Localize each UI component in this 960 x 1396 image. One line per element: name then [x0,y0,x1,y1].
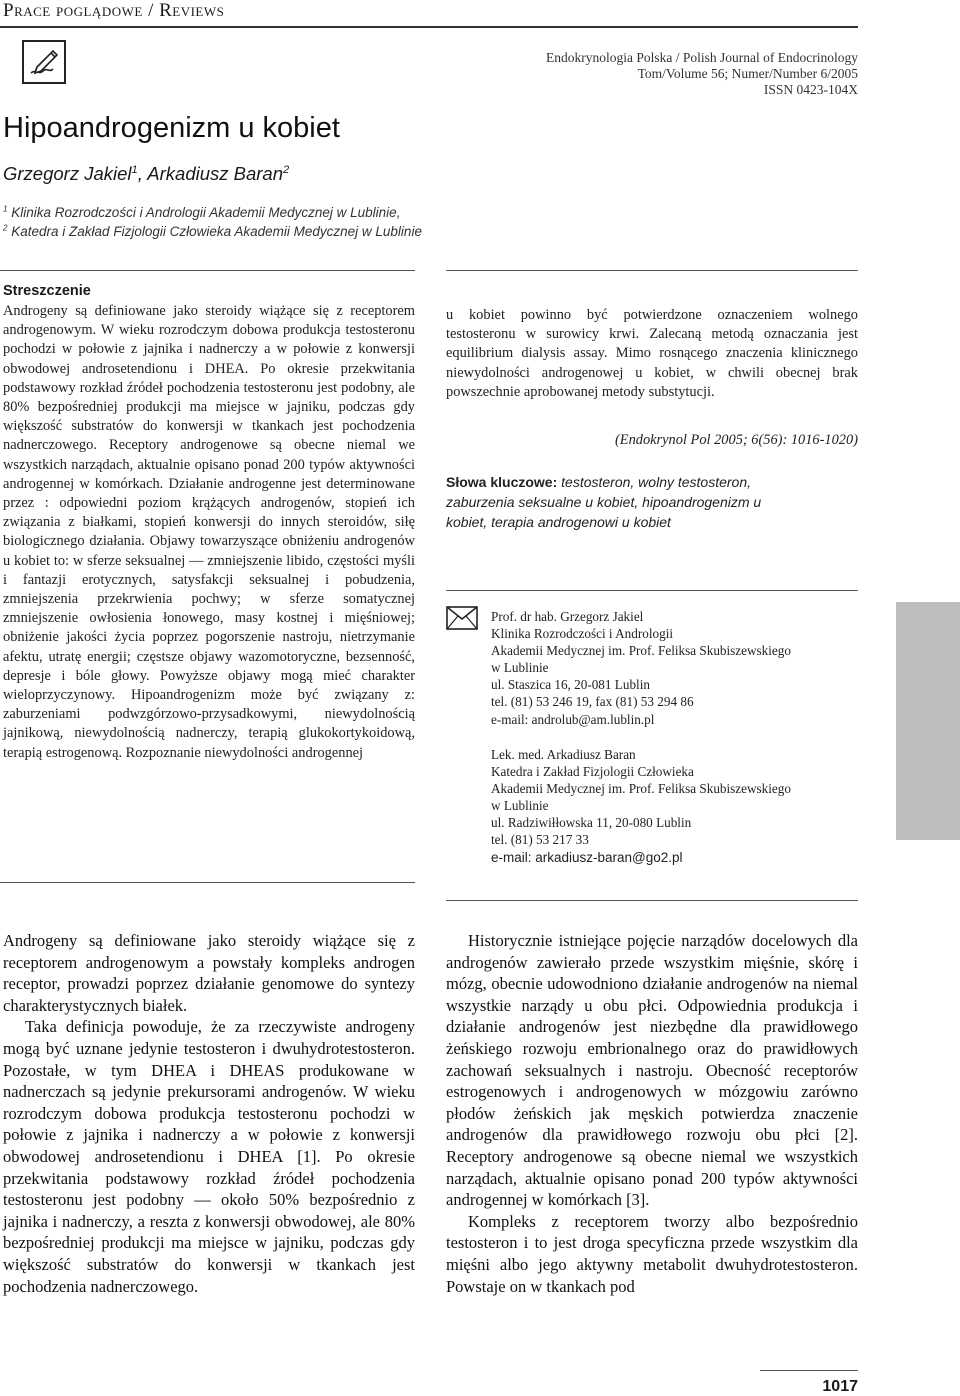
authors [3,163,289,185]
author-affil-mark: 1 [131,163,138,176]
contact-line: Katedra i Zakład Fizjologii Człowieka [491,764,694,780]
section-label-en: Reviews [159,0,225,21]
body-paragraph: Kompleks z receptorem tworzy albo bezpośrednio testosteron i to jest droga specyficzna przede wszystkim dla mięśni albo jego aktywny metabolit dwuhydrotestosteron. Powstaje on w tkankach pod [446,1211,858,1296]
side-tab-marker [896,602,960,840]
keywords-list: testosteron, wolny testosteron, zaburzenia seksualne u kobiet, hipoandrogenizm u kobiet, terapia androgenowi u kobiet [446,474,762,530]
header-rule [0,26,858,28]
body-rule-left [0,882,415,883]
contact-line: Akademii Medycznej im. Prof. Feliksa Skubiszewskiego [491,643,791,659]
affiliation-mark: 2 [3,223,8,233]
article-title: Hipoandrogenizm u kobiet [3,112,340,144]
footer-rule [760,1370,858,1371]
contact-line: w Lublinie [491,798,549,814]
body-rule-right [446,900,858,901]
abstract-heading: Streszczenie [3,283,91,299]
section-label-separator: / [142,0,160,21]
abstract-text-right: u kobiet powinno być potwierdzone oznaczeniem wolnego testosteronu w surowicy krwi. Zalecaną metodą oznaczania jest equilibrium dialysis assay. Mimo rosnącego znaczenia klinicznego niewydolności androgenowej u kobiet, w chwili obecnej brak powszechnie aprobowanej metody substytucji. [446,307,858,400]
contact-line: Akademii Medycznej im. Prof. Feliksa Skubiszewskiego [491,781,791,797]
author-affil-mark: 2 [283,163,290,176]
journal-info [546,50,858,98]
body-paragraph: Historycznie istniejące pojęcie narządów docelowych dla androgenów zawierało przede wszystkim mięśnie, skórę i mózg, obecnie udowodniono działanie androgenów na niemal wszystkie narządy u obu płci. Odpowiednia produkcja i działanie androgenów jest niezbędne dla prawidłowego żeńskiego rozwoju embrionalnego oraz do prawidłowych zachowań seksualnych i nastroju. Obecność receptorów estrogenowych i androgenowych w mózgowiu zarówno płodów żeńskich jak męskich potwierdza znaczenie androgenów dla prawidłowego rozwoju obu płci [2]. Receptory androgenowe są obecne niemal we wszystkich narządach, aktualnie opisano ponad 200 typów aktywności androgennej w komórkach [3]. [446,931,858,1210]
contact-block-2 [491,746,791,866]
contact-email[interactable]: e-mail: androlub@am.lublin.pl [491,711,655,727]
body-paragraph: Taka definicja powoduje, że za rzeczywiste androgeny mogą być uznane jedynie testosteron i dwuhydrotestosteron. Pozostałe, w tym DHEA i DHEAS produkowane w nadnerczach są jedynie prekursorami androgenów. W wieku rozrodczym dobowa produkcja testosteronu pochodzi w połowie z jajnika i nadnerczy a w połowie z konwersji obwodowej androsetendionu i DHEA [1]. Po okresie przekwitania podstawowy rozkład źródeł pochodzenia testosteronu jest podobny — około 50% bezpośrednio z jajnika i nadnerczy, a reszta z konwersji obwodowej, ale 80% bezpośredniej produkcji ma miejsce w jajniku, podczas gdy większość substratów do konwersji w tkankach jest pochodzenia nadnerczowego. [3,1017,415,1296]
abstract-text-left: Androgeny są definiowane jako steroidy wiążące się z receptorem androgenowym. W wieku rozrodczym dobowa produkcja testosteronu pochodzi w połowie z jajnika i nadnerczy a w połowie z konwersji obwodowej androsetendionu i DHEA. Po okresie przekwitania podstawowy rozkład źródeł pochodzenia testosteronu jest podobny, ale 80% bezpośredniej produkcji ma miejsce w jajniku, podczas gdy większość substratów do konwersji w tkankach jest pochodzenia nadnerczowego. Receptory androgenowe są obecne niemal we wszystkich narządach, aktualnie opisano ponad 200 typów aktywności androgennej w komórkach. Działanie androgenne jest determinowane przez : odpowiedni poziom krążących androgenów, stopień ich związania z białkami, stopień konwersji do innych steroidów, siłę biologicznego działania. Objawy towarzyszące obniżeniu androgenów u kobiet to: w sferze seksualnej — zmniejszenie libido, częstości myśli i fantazji erotycznych, satysfakcji seksualnej i pobudzenia, zmniejszenia przekrwienia pochwy; w sferze somatycznej zmniejszenie owłosienia łonowego, masy kostnej i mięśniowej; obniżenie jakości życia poprzez pogorszenie nastroju, nietrzymanie afektu, utratę energii; częstsze objawy wazomotoryczne, bezsenność, depresje i bóle głowy. Powyższe objawy mogą mieć charakter wieloprzyczynowy. Hipoandrogenizm może być związany z: zaburzeniami podwzgórzowo-przysadkowymi, niewydolnością jajnikową, niewydolnością nadnerczy, terapią glukokortykoidową, terapią estrogenową. Rozpoznanie niewydolności androgennej [3,303,415,761]
body-column-right [446,930,858,1297]
citation: (Endokrynol Pol 2005; 6(56): 1016-1020) [615,432,858,448]
contact-line: Lek. med. Arkadiusz Baran [491,747,636,762]
journal-name: Endokrynologia Polska / Polish Journal of Endocrinology [546,50,858,65]
affiliation-mark: 1 [3,204,8,214]
section-label [3,0,224,22]
author-name: Grzegorz Jakiel [3,163,132,184]
contact-line: w Lublinie [491,660,549,676]
author-separator: , [137,163,148,184]
contact-line: ul. Radziwiłłowska 11, 20-080 Lublin [491,815,692,831]
contact-email[interactable]: e-mail: arkadiusz-baran@go2.pl [491,849,683,865]
affiliation-1 [3,205,400,220]
abstract-rule-left [0,270,415,271]
contact-line: tel. (81) 53 246 19, fax (81) 53 294 86 [491,694,694,710]
contact-line: tel. (81) 53 217 33 [491,832,589,848]
journal-issn: ISSN 0423-104X [763,82,858,97]
affiliation-text: Klinika Rozrodczości i Andrologii Akademii Medycznej w Lublinie, [7,205,401,220]
affiliation-2 [3,224,422,239]
journal-volume: Tom/Volume 56; Numer/Number 6/2005 [637,66,858,81]
keywords-label: Słowa kluczowe: [446,474,558,490]
section-label-pl: Prace poglądowe [3,0,143,21]
contact-line: Klinika Rozrodczości i Andrologii [491,626,674,642]
affiliation-text: Katedra i Zakład Fizjologii Człowieka Akademii Medycznej w Lublinie [7,224,422,239]
contact-rule [446,590,858,591]
contact-line: Prof. dr hab. Grzegorz Jakiel [491,609,644,624]
envelope-icon [446,606,478,635]
abstract-rule-right [446,270,858,271]
body-paragraph: Androgeny są definiowane jako steroidy wiążące się z receptorem androgenowym a powstały kompleks androgen receptor, prowadzi poprzez działanie genomowe do syntezy charakterystycznych białek. [3,931,415,1015]
pen-writing-icon [22,40,66,84]
contact-line: ul. Staszica 16, 20-081 Lublin [491,677,650,693]
author-name: Arkadiusz Baran [147,163,284,184]
keywords [446,472,806,532]
contact-block-1 [491,608,791,728]
page-number: 1017 [822,1378,858,1395]
body-column-left [3,930,415,1297]
